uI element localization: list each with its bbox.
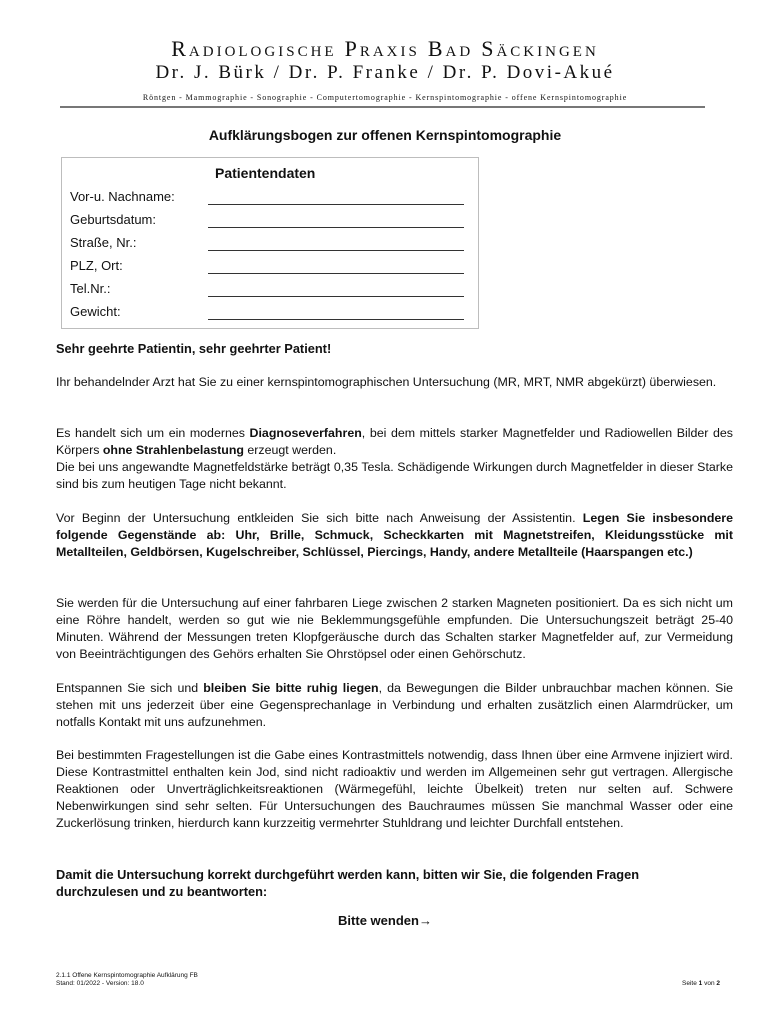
footer-doc-id: 2.1.1 Offene Kernspintomographie Aufklärung FB xyxy=(56,972,198,979)
patient-field-city xyxy=(70,258,470,276)
patient-field-street xyxy=(70,235,470,253)
paragraph-undressing: Vor Beginn der Untersuchung entkleiden Sie sich bitte nach Anweisung der Assistentin. Legen Sie insbesondere folgende Gegenstände ab: Uhr, Brille, Schmuck, Scheckkarten mit Magnetstreifen, Kleidungsstücke mit Metallteilen, Geldbörsen, Kugelschreiber, Schlüssel, Piercings, Handy, andere Metallteile (Haarspangen etc.) xyxy=(56,511,733,559)
paragraph-relax: Entspannen Sie sich und bleiben Sie bitte ruhig liegen, da Bewegungen die Bilder unbrauchbar machen können. Sie stehen mit uns jederzeit über eine Gegensprechanlage in Verbindung und erhalten zusätzlich einen Alarmdrücker, um notfalls Kontakt mit uns aufzunehmen. xyxy=(56,681,733,729)
services-line: Röntgen - Mammographie - Sonographie - Computertomographie - Kernspintomographie - offene Kernspintomographie xyxy=(142,93,628,102)
field-input-line[interactable] xyxy=(208,250,464,251)
paragraph-contrast-agent: Bei bestimmten Fragestellungen ist die Gabe eines Kontrastmittels notwendig, dass Ihnen über eine Armvene injiziert wird. Diese Kontrastmittel enthalten kein Jod, sind nicht radioaktiv und werden im Allgemeinen sehr gut vertragen. Allergische Reaktionen oder Unverträglichkeitsreaktionen (Wärmegefühl, leichte Übelkeit) treten nur selten auf. Schwere Nebenwirkungen sind sehr selten. Für Untersuchungen des Bauchraumes müssen Sie manchmal Wasser oder eine Zuckerlösung trinken, hierdurch kann kurzzeitig vermehrter Stuhldrang und leichter Durchfall entstehen. xyxy=(56,748,733,830)
field-label: Straße, Nr.: xyxy=(70,235,137,250)
patient-field-weight xyxy=(70,304,470,322)
patient-data-box xyxy=(61,157,479,329)
patient-field-birthdate xyxy=(70,212,470,230)
patient-data-title: Patientendaten xyxy=(215,165,316,181)
paragraph-procedure: Es handelt sich um ein modernes Diagnoseverfahren, bei dem mittels starker Magnetfelder und Radiowellen Bilder des Körpers ohne Strahlenbelastung erzeugt werden. Die bei uns angewandte Magnetfeldstärke beträgt 0,35 Tesla. Schädigende Wirkungen durch Magnetfelder in dieser Starke sind bis zum heutigen Tage nicht bekannt. xyxy=(56,426,733,491)
salutation: Sehr geehrte Patientin, sehr geehrter Patient! xyxy=(56,341,332,356)
paragraph-questions-intro: Damit die Untersuchung korrekt durchgeführt werden kann, bitten wir Sie, die folgenden Fragen durchzulesen und zu beantworten: xyxy=(56,867,640,899)
header-divider xyxy=(60,106,705,108)
footer-document-info xyxy=(56,972,198,988)
field-input-line[interactable] xyxy=(208,319,464,320)
field-input-line[interactable] xyxy=(208,296,464,297)
patient-field-name xyxy=(70,189,470,207)
field-label: Vor-u. Nachname: xyxy=(70,189,175,204)
field-label: Gewicht: xyxy=(70,304,121,319)
page-number: Seite 1 von 2 xyxy=(682,980,720,987)
patient-field-phone xyxy=(70,281,470,299)
paragraph-referral: Ihr behandelnder Arzt hat Sie zu einer kernspintomographischen Untersuchung (MR, MRT, NMR abgekürzt) überwiesen. xyxy=(56,375,717,389)
field-label: Tel.Nr.: xyxy=(70,281,111,296)
field-input-line[interactable] xyxy=(208,204,464,205)
document-title: Aufklärungsbogen zur offenen Kernspintomographie xyxy=(208,127,562,143)
field-input-line[interactable] xyxy=(208,227,464,228)
field-label: PLZ, Ort: xyxy=(70,258,123,273)
footer-version: Stand: 01/2022 - Version: 18.0 xyxy=(56,980,144,987)
paragraph-positioning: Sie werden für die Untersuchung auf einer fahrbaren Liege zwischen 2 starken Magneten positioniert. Da es sich nicht um eine Röhre handelt, werden so gut wie nie Beklemmungsgefühle empfunden. Die Untersuchungszeit beträgt 25-40 Minuten. Während der Messungen treten Klopfgeräusche durch das Schalten starker Magnetfelder auf, zur Vermeidung von Beeinträchtigungen des Gehörs erhalten Sie Ohrstöpsel oder einen Gehörschutz. xyxy=(56,596,733,661)
doctors-names: Dr. J. Bürk / Dr. P. Franke / Dr. P. Dovi-Akué xyxy=(155,62,615,83)
field-input-line[interactable] xyxy=(208,273,464,274)
turn-over-note: Bitte wenden→ xyxy=(338,913,432,928)
practice-name: RADIOLOGISCHE PRAXIS BAD SÄCKINGEN xyxy=(171,36,599,61)
field-label: Geburtsdatum: xyxy=(70,212,156,227)
